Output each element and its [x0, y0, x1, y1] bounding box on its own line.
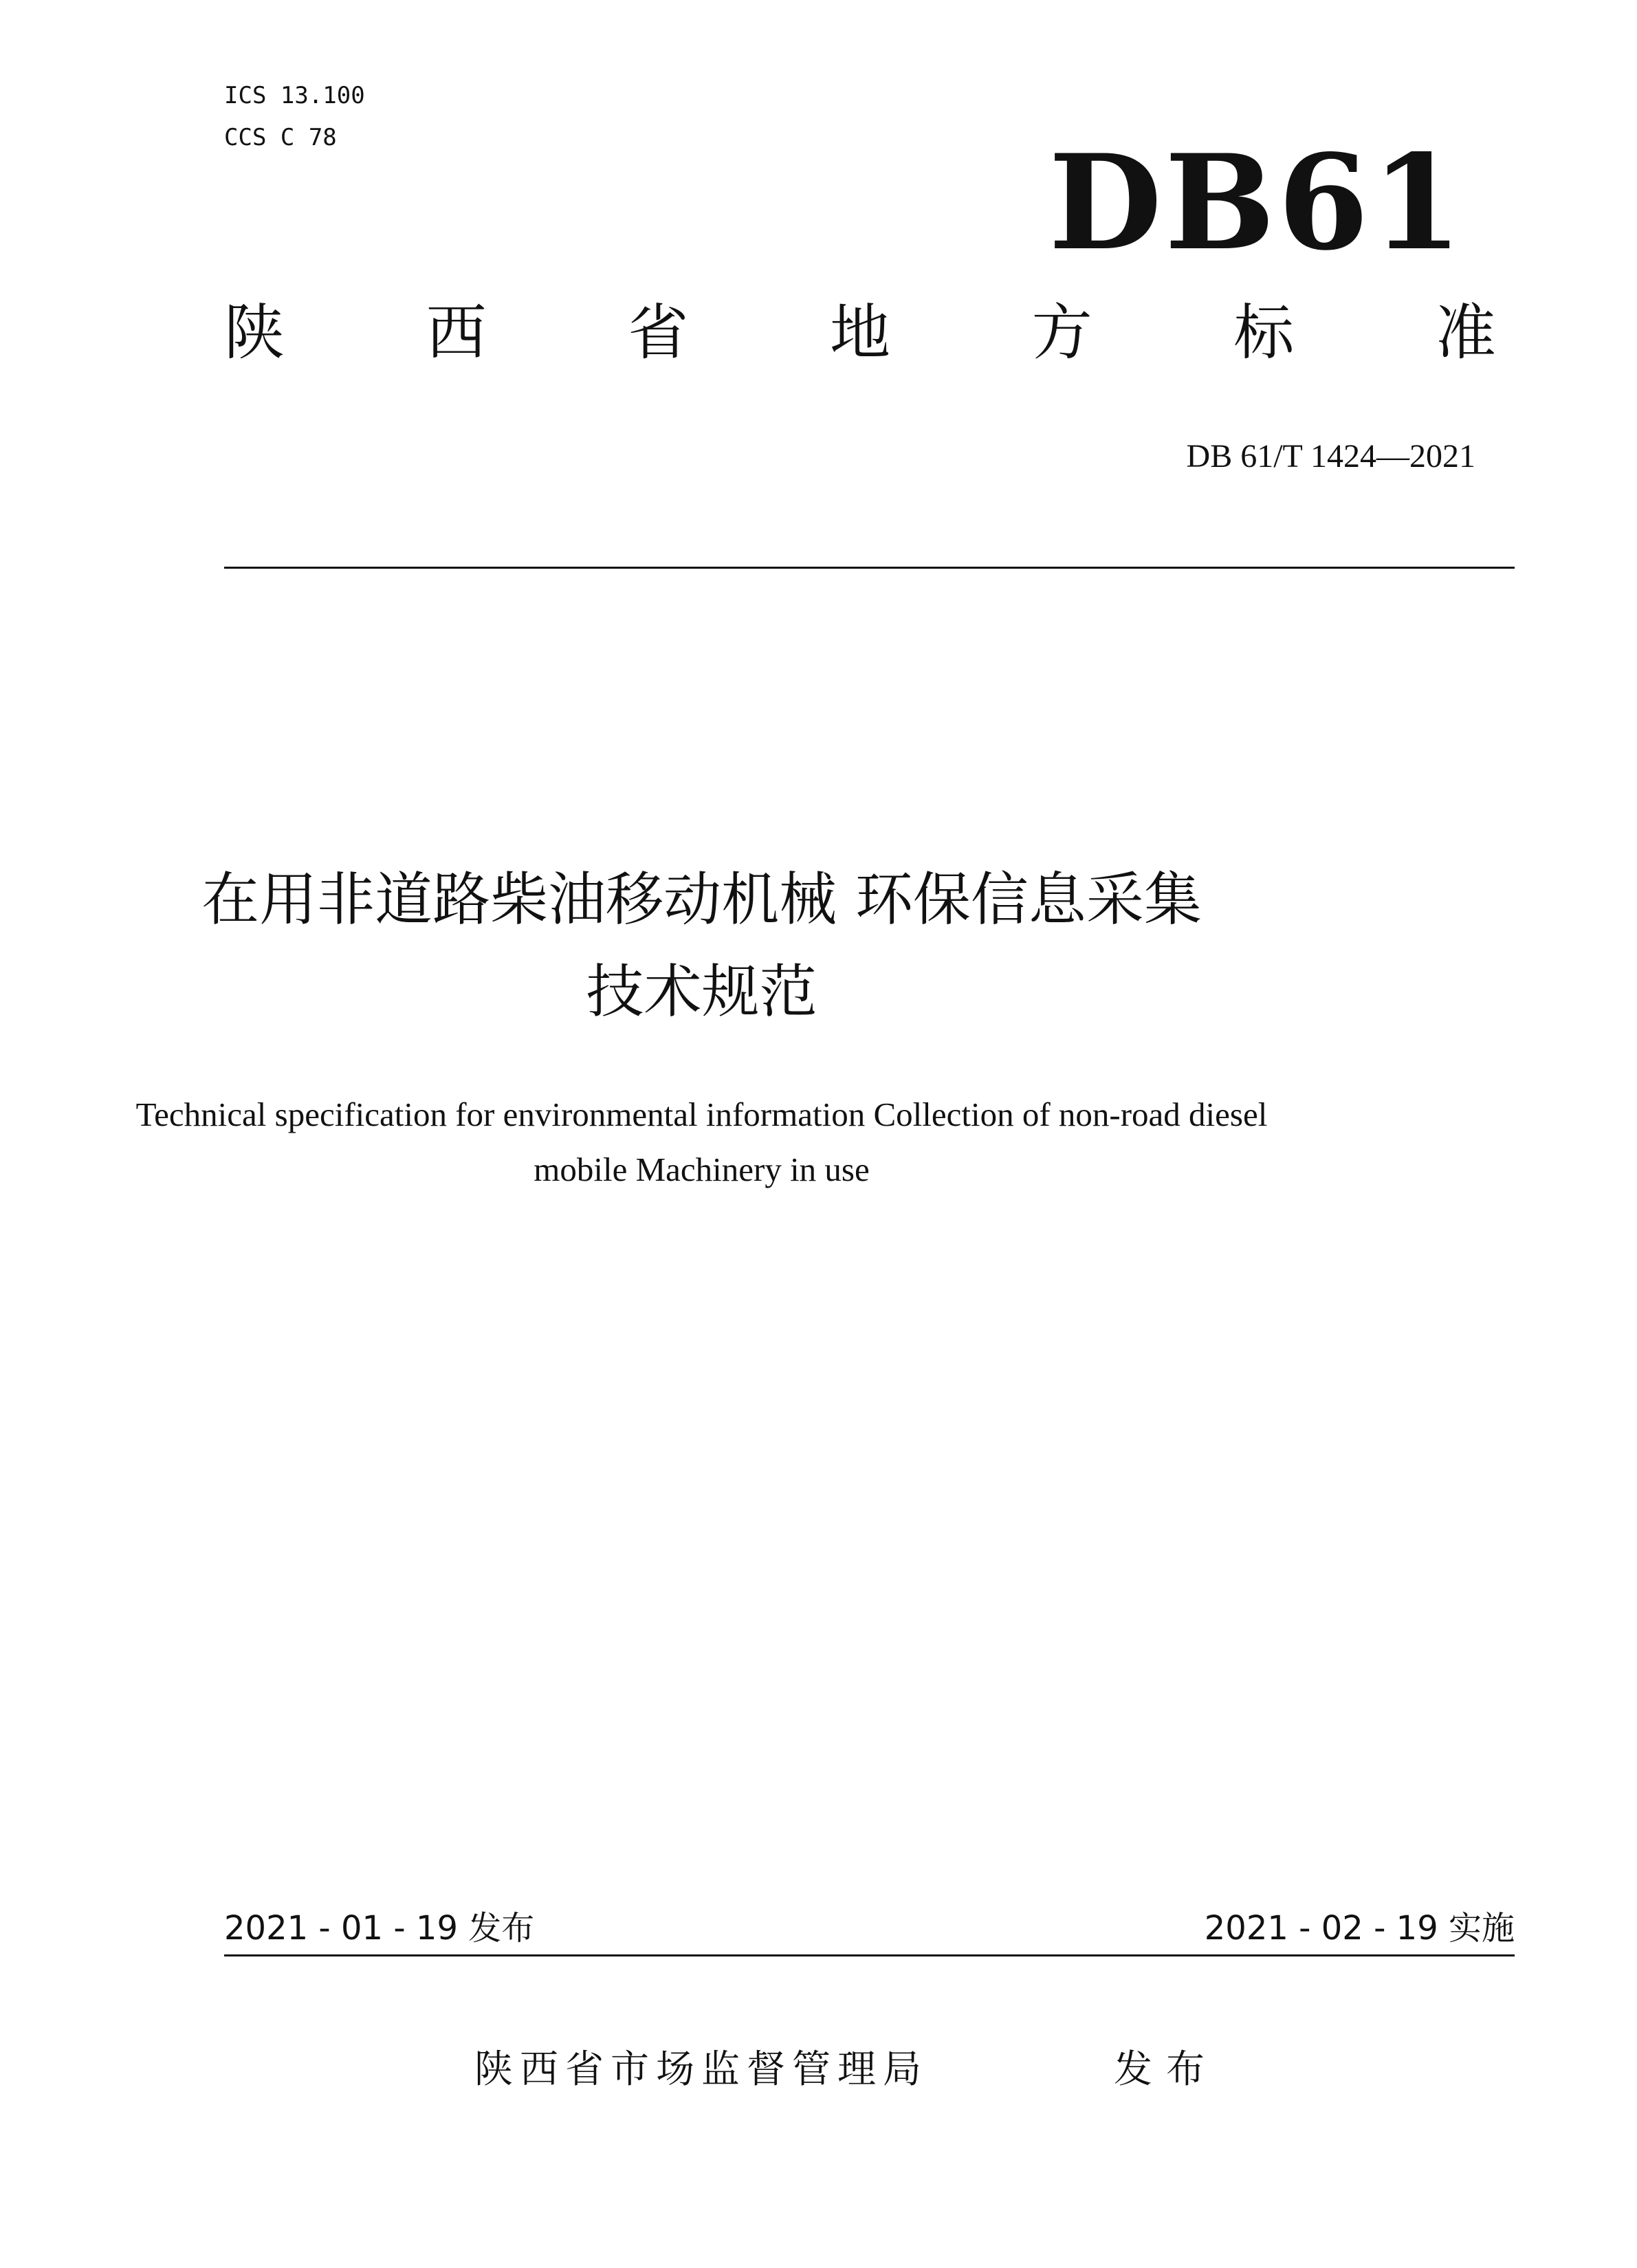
standard-type-char: 省 — [628, 297, 689, 368]
standard-type-char: 西 — [426, 297, 487, 368]
standard-type-char: 陕 — [224, 297, 285, 368]
implementation-date: 2021 - 02 - 19 实施 — [1204, 1909, 1515, 1948]
standard-type-char: 准 — [1435, 297, 1496, 368]
publisher-name: 陕西省市场监督管理局 — [474, 2047, 928, 2092]
standard-type-heading — [224, 297, 1496, 368]
title-english-line-2: mobile Machinery in use — [534, 1151, 870, 1188]
title-chinese-line-2: 技术规范 — [586, 958, 817, 1025]
ccs-code: CCS C 78 — [224, 124, 337, 151]
title-english-line-1: Technical specification for environmental information Collection of non-road diesel — [135, 1095, 1268, 1133]
standard-type-char: 地 — [829, 297, 890, 368]
standard-type-char: 标 — [1233, 297, 1295, 368]
issue-date: 2021 - 01 - 19 发布 — [224, 1909, 535, 1948]
publish-label: 发布 — [1114, 2047, 1218, 2092]
standard-logo: DB61 — [1048, 126, 1465, 279]
top-divider — [224, 567, 1515, 569]
standard-type-char: 方 — [1031, 297, 1092, 368]
title-chinese-line-1: 在用非道路柴油移动机械 环保信息采集 — [201, 866, 1202, 933]
standard-number: DB 61/T 1424—2021 — [1186, 438, 1475, 475]
ics-code: ICS 13.100 — [224, 82, 365, 109]
bottom-divider — [224, 1954, 1515, 1956]
